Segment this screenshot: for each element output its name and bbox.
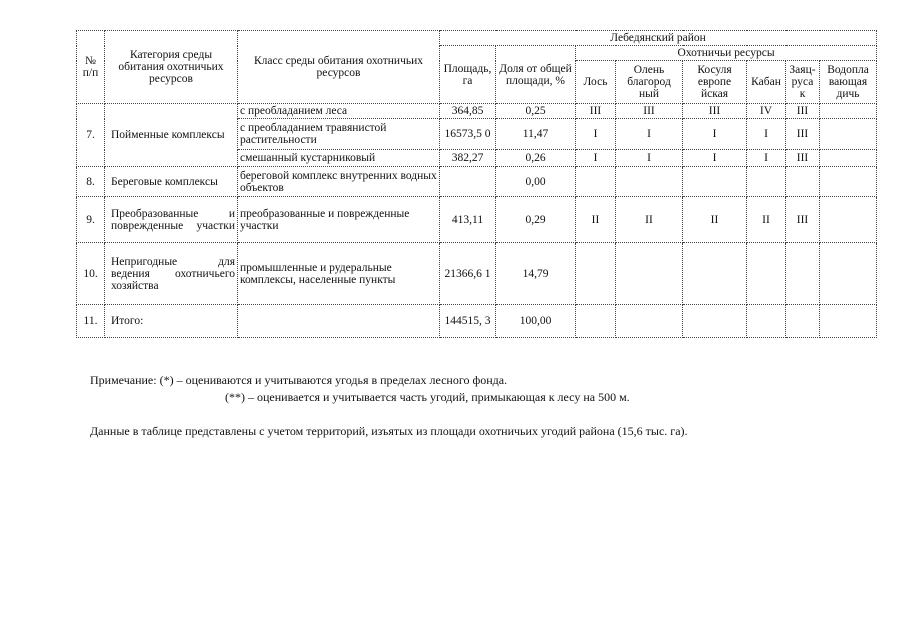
- row-rating: [820, 167, 877, 197]
- row-rating: [576, 305, 616, 338]
- row-share: 100,00: [496, 305, 576, 338]
- row-class: береговой комплекс внутренних водных объектов: [238, 167, 440, 197]
- row-rating: I: [576, 119, 616, 150]
- row-rating: [786, 167, 820, 197]
- row-category: Итого:: [105, 305, 238, 338]
- row-class: промышленные и рудеральные комплексы, населенные пункты: [238, 243, 440, 305]
- header-resources: Охотничьи ресурсы: [576, 46, 877, 61]
- header-class: Класс среды обитания охотничьих ресурсов: [238, 31, 440, 104]
- row-num: 9.: [77, 197, 105, 243]
- row-category: Преобразованные и поврежденные участки: [105, 197, 238, 243]
- row-rating: [576, 243, 616, 305]
- row-rating: [616, 243, 683, 305]
- row-rating: [683, 305, 747, 338]
- row-area: [440, 167, 496, 197]
- row-share: 0,26: [496, 150, 576, 167]
- header-share: Доля от общей площади, %: [496, 46, 576, 104]
- row-rating: [820, 243, 877, 305]
- row-rating: I: [683, 150, 747, 167]
- row-rating: I: [616, 119, 683, 150]
- row-rating: [747, 243, 786, 305]
- row-class: с преобладанием леса: [238, 104, 440, 119]
- row-rating: I: [616, 150, 683, 167]
- header-species: Заяц-руса к: [786, 61, 820, 104]
- row-rating: III: [786, 150, 820, 167]
- row-area: 364,85: [440, 104, 496, 119]
- row-area: 16573,5 0: [440, 119, 496, 150]
- header-species: Лось: [576, 61, 616, 104]
- row-num: 7.: [77, 104, 105, 167]
- row-rating: II: [683, 197, 747, 243]
- row-rating: IV: [747, 104, 786, 119]
- row-rating: [820, 104, 877, 119]
- header-species: Косуля европе йская: [683, 61, 747, 104]
- note-line-2: (**) – оценивается и учитывается часть угодий, примыкающая к лесу на 500 м.: [225, 390, 630, 404]
- row-share: 0,00: [496, 167, 576, 197]
- header-district: Лебедянский район: [440, 31, 877, 46]
- header-species: Водопла вающая дичь: [820, 61, 877, 104]
- row-rating: [820, 119, 877, 150]
- row-share: 11,47: [496, 119, 576, 150]
- row-rating: [616, 305, 683, 338]
- row-share: 0,29: [496, 197, 576, 243]
- header-species: Олень благород ный: [616, 61, 683, 104]
- habitat-table: [76, 30, 877, 338]
- row-share: 0,25: [496, 104, 576, 119]
- row-rating: [747, 167, 786, 197]
- row-rating: I: [576, 150, 616, 167]
- row-rating: II: [576, 197, 616, 243]
- row-class: [238, 305, 440, 338]
- row-rating: [786, 305, 820, 338]
- row-category: Непригодные для ведения охотничьего хозяйства: [105, 243, 238, 305]
- row-category: Береговые комплексы: [105, 167, 238, 197]
- row-rating: [683, 243, 747, 305]
- row-rating: II: [616, 197, 683, 243]
- row-rating: [820, 305, 877, 338]
- row-rating: III: [616, 104, 683, 119]
- row-class: преобразованные и поврежденные участки: [238, 197, 440, 243]
- row-area: 413,11: [440, 197, 496, 243]
- row-class: смешанный кустарниковый: [238, 150, 440, 167]
- row-rating: [747, 305, 786, 338]
- row-share: 14,79: [496, 243, 576, 305]
- header-area: Площадь, га: [440, 46, 496, 104]
- row-area: 144515, 3: [440, 305, 496, 338]
- header-category: Категория среды обитания охотничьих ресурсов: [105, 31, 238, 104]
- row-category: Пойменные комплексы: [105, 104, 238, 167]
- row-num: 11.: [77, 305, 105, 338]
- header-species: Кабан: [747, 61, 786, 104]
- row-rating: [786, 243, 820, 305]
- row-class: с преобладанием травянистой растительности: [238, 119, 440, 150]
- row-rating: III: [786, 119, 820, 150]
- row-rating: III: [786, 104, 820, 119]
- row-rating: [820, 197, 877, 243]
- header-num: № п/п: [77, 31, 105, 104]
- row-rating: [616, 167, 683, 197]
- row-rating: II: [747, 197, 786, 243]
- row-rating: [683, 167, 747, 197]
- row-rating: [576, 167, 616, 197]
- row-rating: I: [683, 119, 747, 150]
- row-num: 8.: [77, 167, 105, 197]
- row-rating: III: [683, 104, 747, 119]
- row-rating: I: [747, 150, 786, 167]
- row-rating: III: [576, 104, 616, 119]
- note-line-3: Данные в таблице представлены с учетом территорий, изъятых из площади охотничьих угодий района (15,6 тыс. га).: [90, 424, 688, 438]
- row-area: 382,27: [440, 150, 496, 167]
- row-rating: III: [786, 197, 820, 243]
- row-area: 21366,6 1: [440, 243, 496, 305]
- note-line-1: Примечание: (*) – оцениваются и учитываются угодья в пределах лесного фонда.: [90, 373, 508, 387]
- row-rating: I: [747, 119, 786, 150]
- row-num: 10.: [77, 243, 105, 305]
- row-rating: [820, 150, 877, 167]
